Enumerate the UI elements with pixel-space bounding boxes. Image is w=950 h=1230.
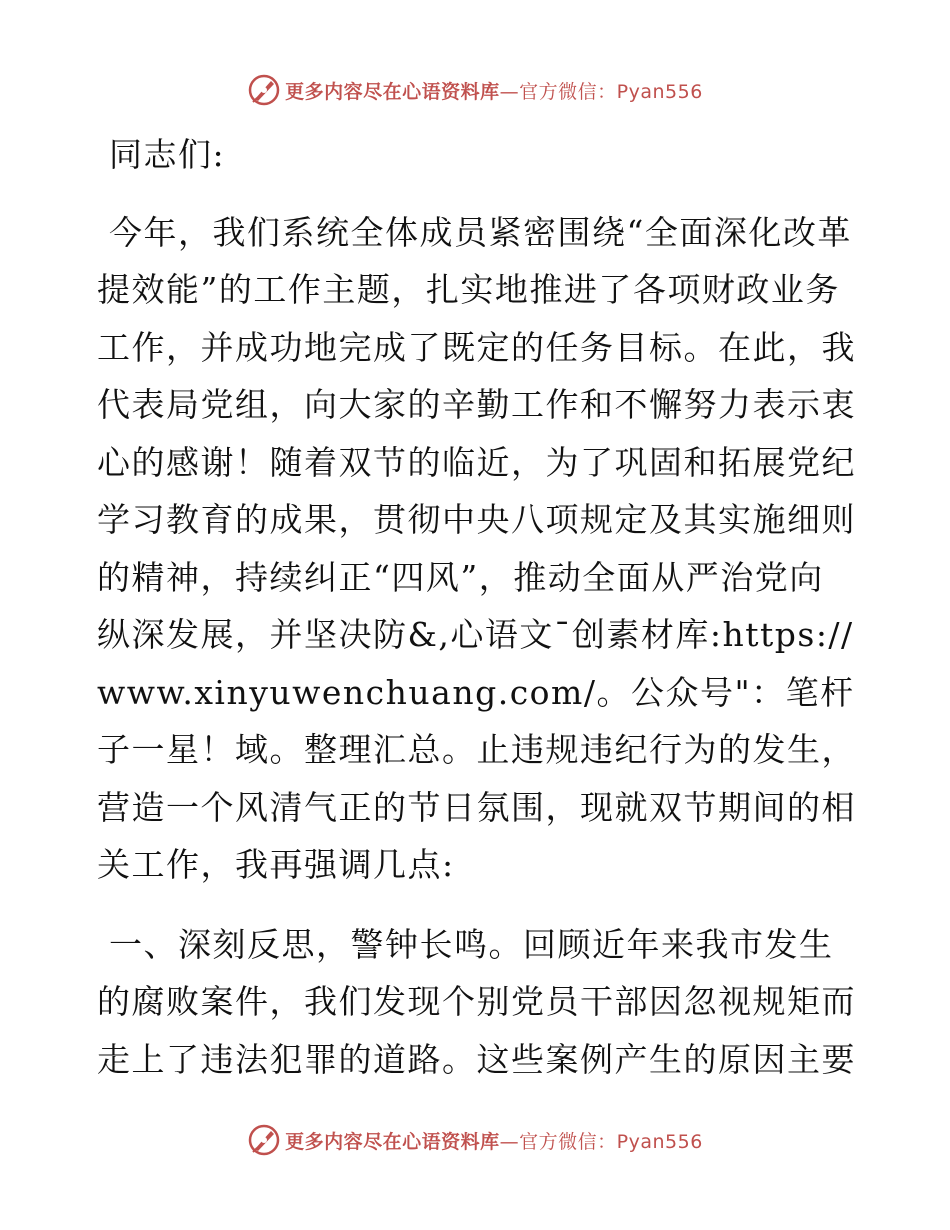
salutation: 同志们: — [109, 135, 226, 174]
header-banner-separator: — — [499, 80, 520, 103]
header-banner-contact: 官方微信：Pyan556 — [519, 80, 703, 103]
document-body — [97, 126, 857, 1088]
paragraph-1: 今年，我们系统全体成员紧密围绕“全面深化改革提效能”的工作主题，扎实地推进了各项财政业务工作，并成功地完成了既定的任务目标。在此，我代表局党组，向大家的辛勤工作和不懈努力表示衷心的感谢！随着双节的临近，为了巩固和拓展党纪学习教育的成果，贯彻中央八项规定及其实施细则的精神，持续纠正“四风”，推动全面从严治党向纵深发展，并坚决防&,心语文¯创素材库:https://www.xinyuwenchuang.com/。公众号"：笔杆子一星！域。整理汇总。止违规违纪行为的发生，营造一个风清气正的节日氛围，现就双节期间的相关工作，我再强调几点: — [97, 212, 856, 884]
header-banner-text — [285, 77, 703, 104]
quill-pen-logo-icon — [247, 73, 281, 107]
footer-banner-text — [285, 1127, 703, 1154]
footer-banner-main: 更多内容尽在心语资料库 — [285, 1130, 500, 1153]
paragraph-2: 一、深刻反思，警钟长鸣。回顾近年来我市发生的腐败案件，我们发现个别党员干部因忽视规矩而走上了违法犯罪的道路。这些案例产生的原因主要 — [97, 924, 856, 1079]
header-banner — [0, 70, 950, 110]
footer-banner-contact: 官方微信：Pyan556 — [519, 1130, 703, 1153]
footer-banner-separator: — — [499, 1130, 520, 1153]
footer-banner — [0, 1120, 950, 1160]
quill-pen-logo-icon — [247, 1123, 281, 1157]
header-banner-main: 更多内容尽在心语资料库 — [285, 80, 500, 103]
